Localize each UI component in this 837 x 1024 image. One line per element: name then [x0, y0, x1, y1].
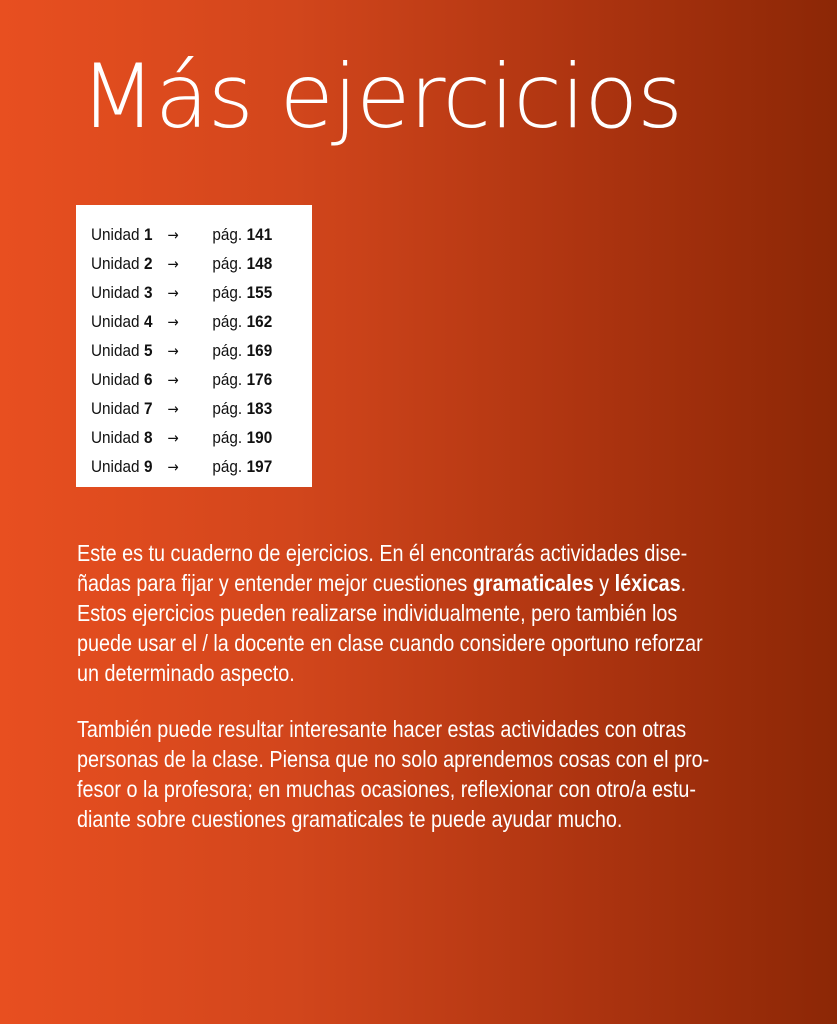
keyword-gramaticales: gramaticales	[472, 570, 594, 596]
page-label: pág.	[212, 253, 243, 273]
group-work-line: fesor o la profesora; en muchas ocasiones, reflexionar con otro/a estu-	[77, 776, 697, 802]
index-row-unit-4[interactable]	[91, 307, 290, 336]
page-number: 141	[246, 224, 273, 244]
index-row-unit-3[interactable]	[91, 278, 290, 307]
index-row-unit-1[interactable]	[91, 220, 290, 249]
group-work-paragraph	[77, 714, 713, 834]
page-number: 183	[246, 398, 273, 418]
intro-line: Estos ejercicios pueden realizarse individualmente, pero también los	[77, 600, 678, 626]
unit-number: 2	[143, 253, 153, 273]
arrow-right-icon: →	[167, 283, 179, 302]
intro-line: puede usar el / la docente en clase cuando considere oportuno reforzar	[77, 630, 703, 656]
intro-text: ñadas para fijar y entender mejor cuestiones	[77, 570, 473, 596]
page-number: 148	[246, 253, 273, 273]
unit-label: Unidad	[91, 456, 140, 476]
intro-text: y	[593, 570, 615, 596]
arrow-right-icon: →	[167, 428, 179, 447]
group-work-line: diante sobre cuestiones gramaticales te puede ayudar mucho.	[77, 806, 623, 832]
page-number: 197	[246, 456, 273, 476]
arrow-right-icon: →	[167, 370, 179, 389]
unit-label: Unidad	[91, 369, 140, 389]
page-label: pág.	[212, 340, 243, 360]
page-number: 176	[246, 369, 273, 389]
page-title: Más ejercicios	[80, 45, 682, 148]
page-label: pág.	[212, 282, 243, 302]
unit-number: 1	[143, 224, 153, 244]
index-row-unit-8[interactable]	[91, 423, 290, 452]
page-label: pág.	[212, 369, 243, 389]
unit-number: 8	[143, 427, 153, 447]
unit-label: Unidad	[91, 398, 140, 418]
intro-line	[77, 568, 713, 598]
index-row-unit-6[interactable]	[91, 365, 290, 394]
unit-number: 7	[143, 398, 153, 418]
index-row-unit-2[interactable]	[91, 249, 290, 278]
unit-label: Unidad	[91, 340, 140, 360]
intro-line: un determinado aspecto.	[77, 660, 295, 686]
unit-number: 6	[143, 369, 153, 389]
arrow-right-icon: →	[167, 254, 179, 273]
unit-index-table	[76, 205, 312, 487]
arrow-right-icon: →	[167, 457, 179, 476]
intro-line: Este es tu cuaderno de ejercicios. En él encontrarás actividades dise-	[77, 540, 688, 566]
unit-label: Unidad	[91, 224, 140, 244]
page-label: pág.	[212, 224, 243, 244]
intro-paragraph	[77, 538, 713, 688]
page-label: pág.	[212, 427, 243, 447]
keyword-lexicas: léxicas	[614, 570, 681, 596]
arrow-right-icon: →	[167, 341, 179, 360]
page-number: 162	[246, 311, 273, 331]
group-work-line: personas de la clase. Piensa que no solo aprendemos cosas con el pro-	[77, 746, 710, 772]
page-number: 169	[246, 340, 273, 360]
arrow-right-icon: →	[167, 312, 179, 331]
unit-number: 4	[143, 311, 153, 331]
unit-label: Unidad	[91, 427, 140, 447]
unit-number: 9	[143, 456, 153, 476]
unit-number: 3	[143, 282, 153, 302]
unit-label: Unidad	[91, 282, 140, 302]
unit-number: 5	[143, 340, 153, 360]
index-row-unit-5[interactable]	[91, 336, 290, 365]
intro-text: .	[680, 570, 687, 596]
arrow-right-icon: →	[167, 399, 179, 418]
arrow-right-icon: →	[167, 225, 179, 244]
unit-label: Unidad	[91, 311, 140, 331]
unit-label: Unidad	[91, 253, 140, 273]
index-row-unit-7[interactable]	[91, 394, 290, 423]
page-number: 155	[246, 282, 273, 302]
page-label: pág.	[212, 311, 243, 331]
page-label: pág.	[212, 456, 243, 476]
index-row-unit-9[interactable]	[91, 452, 290, 481]
page-number: 190	[246, 427, 273, 447]
page-label: pág.	[212, 398, 243, 418]
group-work-line: También puede resultar interesante hacer estas actividades con otras	[77, 716, 687, 742]
